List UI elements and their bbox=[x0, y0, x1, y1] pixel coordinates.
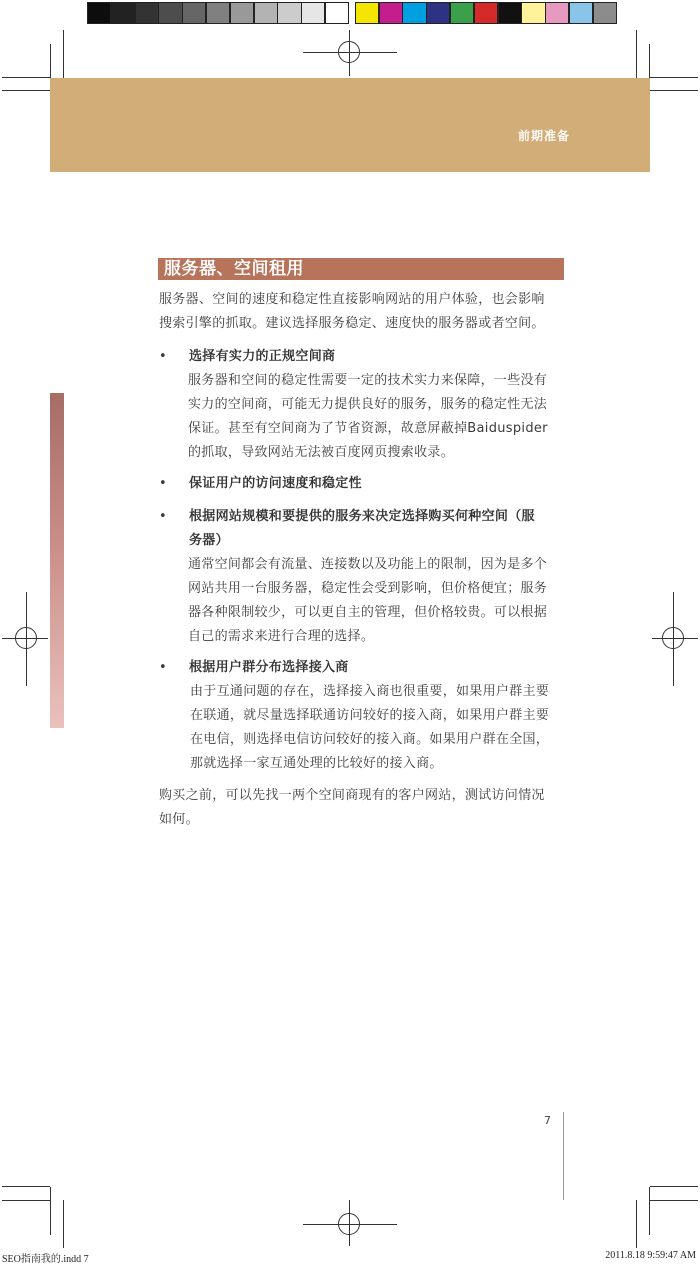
calibration-swatch bbox=[254, 2, 278, 24]
calibration-swatch bbox=[545, 2, 569, 24]
bullet-body-line: 由于互通问题的存在，选择接入商也很重要，如果用户群主要 bbox=[190, 684, 550, 699]
bullet-body-line: 实力的空间商，可能无力提供良好的服务，服务的稳定性无法 bbox=[188, 397, 548, 412]
calibration-swatch bbox=[230, 2, 254, 24]
header-band bbox=[50, 78, 650, 172]
calibration-swatch bbox=[301, 2, 325, 24]
bullet-body bbox=[190, 680, 549, 776]
bullet-marker: • bbox=[159, 660, 167, 675]
bullet-title-line: 根据网站规模和要提供的服务来决定选择购买何种空间（服 bbox=[189, 509, 535, 524]
closing-line: 购买之前，可以先找一两个空间商现有的客户网站，测试访问情况 bbox=[159, 788, 545, 803]
calibration-swatch bbox=[593, 2, 617, 24]
calibration-swatch bbox=[355, 2, 379, 24]
intro-line: 搜索引擎的抓取。建议选择服务稳定、速度快的服务器或者空间。 bbox=[159, 316, 545, 331]
section-heading: 服务器、空间租用 bbox=[164, 259, 304, 279]
bullet-body-line: 服务器和空间的稳定性需要一定的技术实力来保障，一些没有 bbox=[188, 373, 548, 388]
bullet-body-line: 器各种限制较少，可以更自主的管理，但价格较贵。可以根据 bbox=[188, 605, 548, 620]
page-number: 7 bbox=[544, 1114, 551, 1127]
intro-line: 服务器、空间的速度和稳定性直接影响网站的用户体验，也会影响 bbox=[159, 292, 545, 307]
calibration-swatch bbox=[426, 2, 450, 24]
calibration-swatch bbox=[402, 2, 426, 24]
calibration-swatch bbox=[474, 2, 498, 24]
bullet-marker: • bbox=[159, 349, 167, 364]
bullet-body-line: 在电信，则选择电信访问较好的接入商。如果用户群在全国， bbox=[190, 732, 550, 747]
slug-timestamp: 2011.8.18 9:59:47 AM bbox=[605, 1250, 696, 1261]
calibration-swatch bbox=[135, 2, 159, 24]
side-gradient-strip bbox=[50, 393, 64, 728]
section-label: 前期准备 bbox=[517, 129, 570, 143]
calibration-swatch bbox=[379, 2, 403, 24]
calibration-swatch bbox=[569, 2, 593, 24]
calibration-swatch bbox=[111, 2, 135, 24]
calibration-swatch bbox=[325, 2, 349, 24]
bullet-body-line: 的抓取，导致网站无法被百度网页搜索收录。 bbox=[188, 445, 455, 460]
bullet-title: 选择有实力的正规空间商 bbox=[189, 349, 336, 364]
bullet-marker: • bbox=[159, 476, 167, 491]
bullet-body-line: 自己的需求来进行合理的选择。 bbox=[188, 629, 375, 644]
bullet-body-line: 保证。甚至有空间商为了节省资源，故意屏蔽掉Baiduspider bbox=[188, 421, 548, 436]
calibration-swatch bbox=[158, 2, 182, 24]
bullet-body-line: 网站共用一台服务器，稳定性会受到影响，但价格便宜；服务 bbox=[188, 581, 548, 596]
closing-line: 如何。 bbox=[159, 812, 199, 827]
slug-filename: SEO指南我的.indd 7 bbox=[2, 1254, 89, 1265]
bullet-marker: • bbox=[159, 509, 167, 524]
bullet-body-line: 那就选择一家互通处理的比较好的接入商。 bbox=[190, 756, 443, 771]
bullet-body bbox=[188, 553, 547, 649]
bullet-body-line: 在联通，就尽量选择联通访问较好的接入商，如果用户群主要 bbox=[190, 708, 550, 723]
calibration-swatch bbox=[182, 2, 206, 24]
page-number-rule bbox=[563, 1112, 564, 1200]
calibration-swatch bbox=[206, 2, 230, 24]
closing-paragraph bbox=[159, 784, 545, 832]
bullet-body bbox=[188, 369, 548, 465]
calibration-swatch bbox=[450, 2, 474, 24]
calibration-swatch bbox=[277, 2, 301, 24]
intro-paragraph bbox=[159, 288, 545, 336]
bullet-body-line: 通常空间都会有流量、连接数以及功能上的限制，因为是多个 bbox=[188, 557, 548, 572]
calibration-swatch bbox=[498, 2, 522, 24]
bullet-title: 根据用户群分布选择接入商 bbox=[189, 660, 349, 675]
bullet-title: 保证用户的访问速度和稳定性 bbox=[189, 476, 362, 491]
bullet-title-line: 务器） bbox=[189, 533, 229, 548]
bullet-title bbox=[189, 505, 535, 553]
calibration-swatch bbox=[87, 2, 111, 24]
calibration-swatch bbox=[521, 2, 545, 24]
